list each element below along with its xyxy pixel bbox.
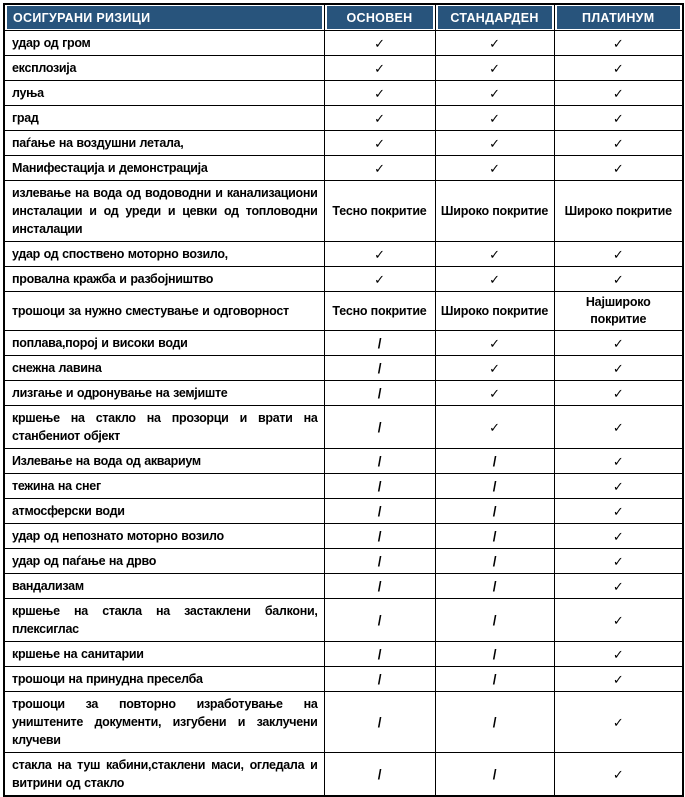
- coverage-check-cell: ✓: [435, 406, 554, 449]
- coverage-none-cell: /: [435, 449, 554, 474]
- risk-name-cell: вандализам: [4, 574, 324, 599]
- coverage-none-cell: /: [324, 474, 435, 499]
- coverage-check-cell: ✓: [554, 499, 683, 524]
- coverage-check-cell: ✓: [324, 242, 435, 267]
- table-body: [4, 31, 683, 797]
- coverage-check-cell: ✓: [554, 356, 683, 381]
- coverage-none-cell: /: [324, 549, 435, 574]
- column-header-risks: [4, 4, 324, 31]
- coverage-check-cell: ✓: [324, 156, 435, 181]
- table-row: [4, 181, 683, 242]
- coverage-check-cell: ✓: [554, 549, 683, 574]
- risk-name-cell: стакла на туш кабини,стаклени маси, огледала и витрини од стакло: [4, 753, 324, 797]
- coverage-none-cell: /: [435, 499, 554, 524]
- column-header-plan-basic-label: ОСНОВЕН: [327, 6, 433, 29]
- risk-name-cell: атмосферски води: [4, 499, 324, 524]
- table-row: [4, 549, 683, 574]
- risk-name-cell: снежна лавина: [4, 356, 324, 381]
- coverage-check-cell: ✓: [554, 131, 683, 156]
- table-row: [4, 381, 683, 406]
- coverage-check-cell: ✓: [435, 131, 554, 156]
- coverage-none-cell: /: [324, 667, 435, 692]
- table-row: [4, 474, 683, 499]
- table-row: [4, 692, 683, 753]
- coverage-check-cell: ✓: [435, 381, 554, 406]
- coverage-check-cell: ✓: [435, 356, 554, 381]
- column-header-plan-basic: [324, 4, 435, 31]
- column-header-risks-label: ОСИГУРАНИ РИЗИЦИ: [7, 6, 322, 29]
- coverage-none-cell: /: [324, 599, 435, 642]
- table-row: [4, 524, 683, 549]
- risk-name-cell: трошоци за нужно сместување и одговорност: [4, 292, 324, 331]
- table-row: [4, 242, 683, 267]
- coverage-none-cell: /: [324, 406, 435, 449]
- coverage-none-cell: /: [324, 642, 435, 667]
- table-row: [4, 574, 683, 599]
- table-row: [4, 267, 683, 292]
- risk-name-cell: паѓање на воздушни летала,: [4, 131, 324, 156]
- table-row: [4, 753, 683, 797]
- coverage-none-cell: /: [324, 381, 435, 406]
- risk-name-cell: кршење на стакла на застаклени балкони, плексиглас: [4, 599, 324, 642]
- coverage-check-cell: ✓: [324, 81, 435, 106]
- table-row: [4, 499, 683, 524]
- coverage-check-cell: ✓: [554, 406, 683, 449]
- coverage-check-cell: ✓: [435, 242, 554, 267]
- table-header-row: [4, 4, 683, 31]
- risk-name-cell: луња: [4, 81, 324, 106]
- risk-name-cell: трошоци за повторно изработување на уништените документи, изгубени и заклучени клучеви: [4, 692, 324, 753]
- coverage-check-cell: ✓: [554, 667, 683, 692]
- coverage-none-cell: /: [324, 574, 435, 599]
- coverage-none-cell: /: [435, 667, 554, 692]
- coverage-check-cell: ✓: [435, 56, 554, 81]
- coverage-check-cell: ✓: [554, 449, 683, 474]
- coverage-check-cell: ✓: [435, 331, 554, 356]
- coverage-check-cell: ✓: [435, 267, 554, 292]
- table-row: [4, 131, 683, 156]
- table-row: [4, 599, 683, 642]
- risk-name-cell: Излевање на вода од аквариум: [4, 449, 324, 474]
- coverage-level-cell: Најшироко покритие: [554, 292, 683, 331]
- coverage-level-cell: Широко покритие: [554, 181, 683, 242]
- coverage-check-cell: ✓: [324, 31, 435, 56]
- coverage-check-cell: ✓: [554, 242, 683, 267]
- coverage-check-cell: ✓: [554, 331, 683, 356]
- coverage-check-cell: ✓: [324, 106, 435, 131]
- table-row: [4, 449, 683, 474]
- table-row: [4, 81, 683, 106]
- table-row: [4, 642, 683, 667]
- coverage-check-cell: ✓: [435, 81, 554, 106]
- risk-name-cell: град: [4, 106, 324, 131]
- column-header-plan-standard: [435, 4, 554, 31]
- coverage-check-cell: ✓: [324, 56, 435, 81]
- coverage-check-cell: ✓: [554, 753, 683, 797]
- coverage-check-cell: ✓: [554, 106, 683, 131]
- risk-name-cell: удар од споствено моторно возило,: [4, 242, 324, 267]
- coverage-check-cell: ✓: [435, 156, 554, 181]
- insurance-coverage-table: [3, 3, 684, 797]
- coverage-none-cell: /: [324, 692, 435, 753]
- coverage-check-cell: ✓: [324, 267, 435, 292]
- risk-name-cell: излевање на вода од водоводни и канализациони инсталации и од уреди и цевки од топловодни инсталации: [4, 181, 324, 242]
- column-header-plan-platinum: [554, 4, 683, 31]
- coverage-none-cell: /: [435, 692, 554, 753]
- coverage-check-cell: ✓: [554, 524, 683, 549]
- coverage-none-cell: /: [435, 574, 554, 599]
- coverage-none-cell: /: [435, 599, 554, 642]
- coverage-check-cell: ✓: [554, 81, 683, 106]
- coverage-check-cell: ✓: [554, 574, 683, 599]
- table-row: [4, 56, 683, 81]
- coverage-none-cell: /: [435, 642, 554, 667]
- coverage-check-cell: ✓: [554, 692, 683, 753]
- risk-name-cell: провална кражба и разбојништво: [4, 267, 324, 292]
- risk-name-cell: експлозија: [4, 56, 324, 81]
- risk-name-cell: удар од паѓање на дрво: [4, 549, 324, 574]
- coverage-none-cell: /: [324, 331, 435, 356]
- coverage-check-cell: ✓: [324, 131, 435, 156]
- coverage-none-cell: /: [324, 499, 435, 524]
- coverage-check-cell: ✓: [554, 474, 683, 499]
- table-row: [4, 667, 683, 692]
- coverage-check-cell: ✓: [435, 31, 554, 56]
- table-row: [4, 331, 683, 356]
- coverage-level-cell: Широко покритие: [435, 181, 554, 242]
- coverage-none-cell: /: [324, 356, 435, 381]
- table-row: [4, 356, 683, 381]
- table-row: [4, 156, 683, 181]
- column-header-plan-platinum-label: ПЛАТИНУМ: [557, 6, 681, 29]
- column-header-plan-standard-label: СТАНДАРДЕН: [438, 6, 552, 29]
- risk-name-cell: удар од гром: [4, 31, 324, 56]
- risk-name-cell: кршење на санитарии: [4, 642, 324, 667]
- table-header: [4, 4, 683, 31]
- table-row: [4, 31, 683, 56]
- risk-name-cell: поплава,порој и високи води: [4, 331, 324, 356]
- table-row: [4, 106, 683, 131]
- coverage-check-cell: ✓: [554, 599, 683, 642]
- coverage-check-cell: ✓: [554, 31, 683, 56]
- coverage-check-cell: ✓: [554, 642, 683, 667]
- coverage-none-cell: /: [324, 753, 435, 797]
- coverage-level-cell: Тесно покритие: [324, 181, 435, 242]
- coverage-check-cell: ✓: [554, 267, 683, 292]
- table-row: [4, 292, 683, 331]
- coverage-check-cell: ✓: [435, 106, 554, 131]
- coverage-none-cell: /: [435, 524, 554, 549]
- coverage-none-cell: /: [435, 549, 554, 574]
- coverage-none-cell: /: [435, 474, 554, 499]
- table-row: [4, 406, 683, 449]
- coverage-check-cell: ✓: [554, 156, 683, 181]
- coverage-none-cell: /: [324, 449, 435, 474]
- risk-name-cell: лизгање и одронување на земјиште: [4, 381, 324, 406]
- coverage-level-cell: Тесно покритие: [324, 292, 435, 331]
- coverage-none-cell: /: [324, 524, 435, 549]
- risk-name-cell: удар од непознато моторно возило: [4, 524, 324, 549]
- risk-name-cell: кршење на стакло на прозорци и врати на станбениот објект: [4, 406, 324, 449]
- coverage-check-cell: ✓: [554, 381, 683, 406]
- risk-name-cell: тежина на снег: [4, 474, 324, 499]
- risk-name-cell: трошоци на принудна преселба: [4, 667, 324, 692]
- coverage-level-cell: Широко покритие: [435, 292, 554, 331]
- coverage-check-cell: ✓: [554, 56, 683, 81]
- risk-name-cell: Манифестација и демонстрација: [4, 156, 324, 181]
- coverage-none-cell: /: [435, 753, 554, 797]
